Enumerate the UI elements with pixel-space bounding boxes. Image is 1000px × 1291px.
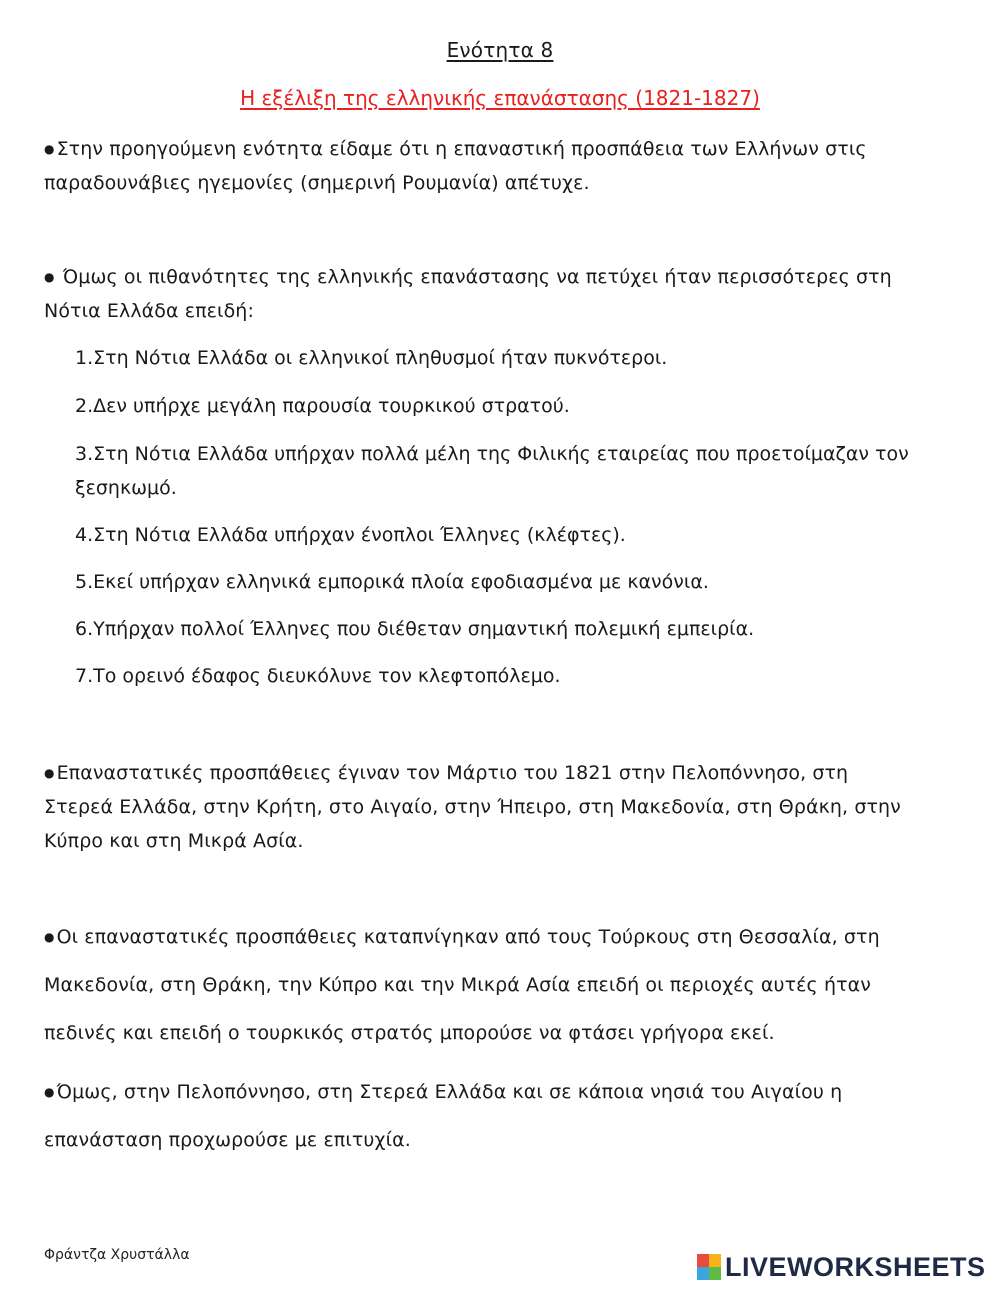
logo-square: [697, 1267, 709, 1280]
liveworksheets-logo-icon: [697, 1254, 721, 1280]
list-item-text: 7.Το ορεινό έδαφος διευκόλυνε τον κλεφτοπόλεμο.: [75, 665, 561, 687]
bullet-icon: ●: [44, 270, 55, 284]
brand-name: LIVEWORKSHEETS: [725, 1251, 986, 1282]
lesson-title-text: Η εξέλιξη της ελληνικής επανάστασης (1821-1827): [240, 86, 760, 110]
list-item-text: ξεσηκωμό.: [75, 477, 177, 499]
list-item-text: 5.Εκεί υπήρχαν ελληνικά εμπορικά πλοία εφοδιασμένα με κανόνια.: [75, 571, 709, 593]
list-item-text: 4.Στη Νότια Ελλάδα υπήρχαν ένοπλοι Έλληνες (κλέφτες).: [75, 524, 626, 546]
paragraph-line: Όμως, στην Πελοπόννησο, στη Στερεά Ελλάδα και σε κάποια νησιά του Αιγαίου η: [56, 1081, 843, 1103]
paragraph-failed-attempt: [44, 132, 964, 200]
paragraph-line: Μακεδονία, στη Θράκη, την Κύπρο και την Μικρά Ασία επειδή οι περιοχές αυτές ήταν: [44, 974, 871, 996]
paragraph-line: Επαναστατικές προσπάθειες έγιναν τον Μάρτιο του 1821 στην Πελοπόννησο, στη: [56, 762, 849, 784]
list-item: [75, 341, 965, 375]
list-item-text: 3.Στη Νότια Ελλάδα υπήρχαν πολλά μέλη της Φιλικής εταιρείας που προετοίμαζαν τον: [75, 443, 909, 465]
paragraph-line: επανάσταση προχωρούσε με επιτυχία.: [44, 1129, 411, 1151]
paragraph-line: Οι επαναστατικές προσπάθειες καταπνίγηκαν από τους Τούρκους στη Θεσσαλία, στη: [56, 926, 880, 948]
paragraph-revolution-locations: [44, 756, 964, 858]
paragraph-line: Όμως οι πιθανότητες της ελληνικής επανάστασης να πετύχει ήταν περισσότερες στη: [56, 266, 892, 288]
paragraph-line: παραδουνάβιες ηγεμονίες (σημερινή Ρουμανία) απέτυχε.: [44, 172, 590, 194]
list-item: [75, 437, 965, 505]
paragraph-line: Κύπρο και στη Μικρά Ασία.: [44, 830, 304, 852]
list-item: [75, 612, 965, 646]
bullet-icon: ●: [44, 1085, 55, 1099]
list-item-text: 1.Στη Νότια Ελλάδα οι ελληνικοί πληθυσμοί ήταν πυκνότεροι.: [75, 347, 668, 369]
paragraph-south-greece: [44, 260, 964, 328]
paragraph-line: Στερεά Ελλάδα, στην Κρήτη, στο Αιγαίο, στην Ήπειρο, στη Μακεδονία, στη Θράκη, στην: [44, 796, 901, 818]
paragraph-line: Νότια Ελλάδα επειδή:: [44, 300, 254, 322]
author-name: Φράντζα Χρυστάλλα: [44, 1247, 190, 1263]
unit-heading-text: Ενότητα 8: [446, 38, 554, 62]
paragraph-line: Στην προηγούμενη ενότητα είδαμε ότι η επαναστική προσπάθεια των Ελλήνων στις: [56, 138, 867, 160]
unit-heading: [0, 38, 1000, 62]
list-item: [75, 565, 965, 599]
paragraph-line: πεδινές και επειδή ο τουρκικός στρατός μπορούσε να φτάσει γρήγορα εκεί.: [44, 1022, 775, 1044]
paragraph-suppressed: [44, 913, 964, 1057]
logo-square: [697, 1254, 709, 1267]
list-item-text: 2.Δεν υπήρχε μεγάλη παρουσία τουρκικού στρατού.: [75, 395, 570, 417]
list-item: [75, 518, 965, 552]
list-item-text: 6.Υπήρχαν πολλοί Έλληνες που διέθεταν σημαντική πολεμική εμπειρία.: [75, 618, 755, 640]
list-item: [75, 659, 965, 693]
bullet-icon: ●: [44, 142, 55, 156]
paragraph-success: [44, 1068, 964, 1164]
list-item: [75, 389, 965, 423]
liveworksheets-brand[interactable]: [697, 1252, 986, 1282]
lesson-title: [0, 86, 1000, 110]
logo-square: [709, 1267, 721, 1280]
logo-square: [709, 1254, 721, 1267]
bullet-icon: ●: [44, 930, 55, 944]
bullet-icon: ●: [44, 766, 55, 780]
